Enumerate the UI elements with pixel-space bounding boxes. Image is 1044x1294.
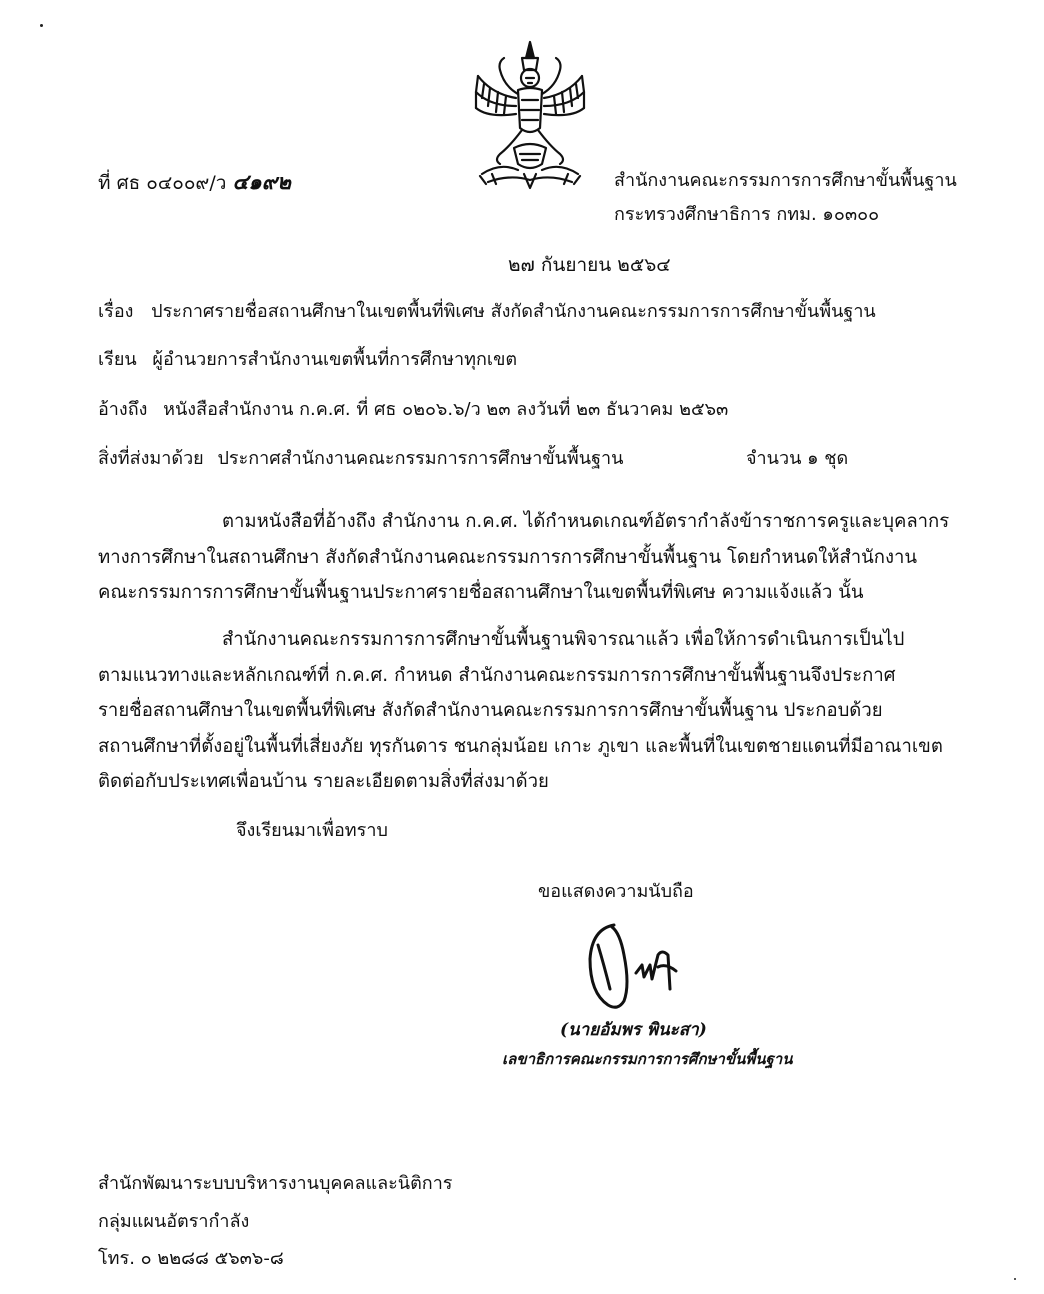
enclosure-quantity: จำนวน ๑ ชุด bbox=[746, 448, 849, 469]
footer-department: สำนักพัฒนาระบบบริหารงานบุคคลและนิติการ bbox=[98, 1173, 453, 1194]
body-line: ตามหนังสือที่อ้างถึง สำนักงาน ก.ค.ศ. ได้กำหนดเกณฑ์อัตรากำลังข้าราชการครูและบุคลากร bbox=[222, 511, 950, 532]
complimentary-close: ขอแสดงความนับถือ bbox=[538, 881, 694, 902]
garuda-emblem-icon bbox=[470, 36, 590, 196]
scan-speck bbox=[1014, 1278, 1016, 1280]
letter-date: ๒๗ กันยายน ๒๕๖๔ bbox=[508, 254, 671, 276]
body-line: คณะกรรมการการศึกษาขั้นพื้นฐานประกาศรายชื่อสถานศึกษาในเขตพื้นที่พิเศษ ความแจ้งแล้ว นั้น bbox=[98, 582, 864, 603]
document-number bbox=[98, 171, 291, 193]
enclosure-text: ประกาศสำนักงานคณะกรรมการการศึกษาขั้นพื้นฐาน bbox=[217, 448, 624, 469]
body-line: ติดต่อกับประเทศเพื่อนบ้าน รายละเอียดตามสิ่งที่ส่งมาด้วย bbox=[98, 771, 549, 792]
reference-label: อ้างถึง bbox=[98, 399, 148, 420]
closing-line: จึงเรียนมาเพื่อทราบ bbox=[236, 820, 388, 841]
enclosure-line bbox=[98, 450, 623, 468]
body-line: รายชื่อสถานศึกษาในเขตพื้นที่พิเศษ สังกัดสำนักงานคณะกรรมการการศึกษาขั้นพื้นฐาน ประกอบด้วย bbox=[98, 700, 883, 721]
reference-line bbox=[98, 401, 728, 419]
handwritten-signature-icon bbox=[584, 915, 694, 1015]
recipient-label: เรียน bbox=[98, 349, 137, 370]
body-paragraph-2 bbox=[98, 622, 1018, 800]
footer-group: กลุ่มแผนอัตรากำลัง bbox=[98, 1211, 250, 1232]
enclosure-label: สิ่งที่ส่งมาด้วย bbox=[98, 448, 204, 469]
signer-name: (นายอัมพร พินะสา) bbox=[560, 1020, 707, 1040]
subject-text: ประกาศรายชื่อสถานศึกษาในเขตพื้นที่พิเศษ สังกัดสำนักงานคณะกรรมการการศึกษาขั้นพื้นฐาน bbox=[151, 301, 876, 322]
footer-phone: โทร. ๐ ๒๒๘๘ ๕๖๓๖-๘ bbox=[98, 1248, 284, 1269]
issuing-office: สำนักงานคณะกรรมการการศึกษาขั้นพื้นฐาน bbox=[614, 170, 957, 191]
signer-position: เลขาธิการคณะกรรมการการศึกษาขั้นพื้นฐาน bbox=[502, 1050, 793, 1068]
subject-label: เรื่อง bbox=[98, 301, 134, 322]
scan-speck bbox=[40, 24, 43, 27]
recipient-line bbox=[98, 351, 517, 369]
body-line: สำนักงานคณะกรรมการการศึกษาขั้นพื้นฐานพิจารณาแล้ว เพื่อให้การดำเนินการเป็นไป bbox=[222, 629, 905, 650]
body-line: ตามแนวทางและหลักเกณฑ์ที่ ก.ค.ศ. กำหนด สำนักงานคณะกรรมการการศึกษาขั้นพื้นฐานจึงประกาศ bbox=[98, 664, 896, 686]
subject-line bbox=[98, 303, 876, 321]
body-paragraph-1 bbox=[98, 504, 1018, 611]
body-line: ทางการศึกษาในสถานศึกษา สังกัดสำนักงานคณะกรรมการการศึกษาขั้นพื้นฐาน โดยกำหนดให้สำนักงาน bbox=[98, 546, 918, 568]
reference-text: หนังสือสำนักงาน ก.ค.ศ. ที่ ศธ ๐๒๐๖.๖/ว ๒๓ ลงวันที่ ๒๓ ธันวาคม ๒๕๖๓ bbox=[163, 399, 729, 420]
recipient-text: ผู้อำนวยการสำนักงานเขตพื้นที่การศึกษาทุกเขต bbox=[152, 349, 518, 370]
office-address: กระทรวงศึกษาธิการ กทม. ๑๐๓๐๐ bbox=[614, 204, 880, 225]
document-number-handwritten: ๔๑๙๒ bbox=[232, 169, 291, 194]
body-line: สถานศึกษาที่ตั้งอยู่ในพื้นที่เสี่ยงภัย ทุรกันดาร ชนกลุ่มน้อย เกาะ ภูเขา และพื้นที่ในเขตชายแดนที่มีอาณาเขต bbox=[98, 735, 943, 757]
document-number-prefix: ที่ ศธ ๐๔๐๐๙/ว bbox=[98, 172, 227, 194]
